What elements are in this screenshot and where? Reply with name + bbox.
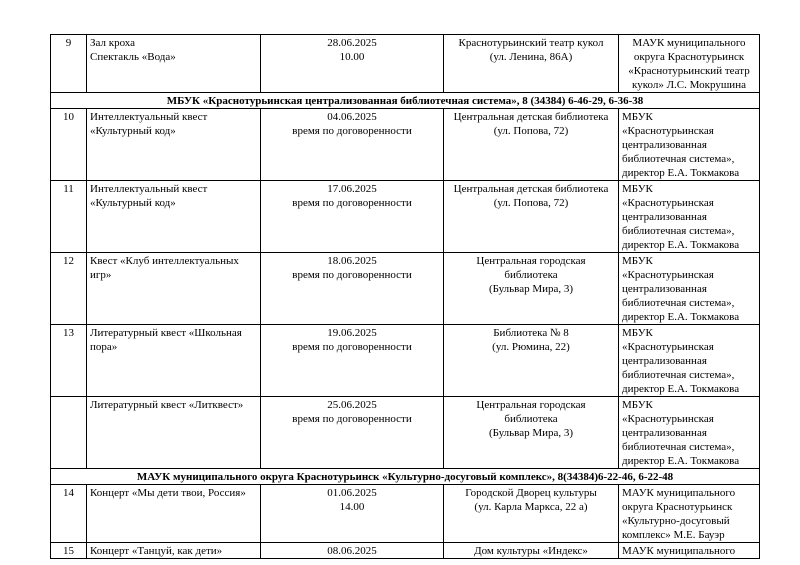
table-row <box>51 181 760 253</box>
event-name-cell <box>87 181 261 253</box>
event-name-line: Концерт «Мы дети твои, Россия» <box>90 487 246 499</box>
row-number <box>51 397 87 469</box>
event-organizer-line: централизованная <box>622 211 707 223</box>
event-place-line: Городской Дворец культуры <box>465 487 597 499</box>
event-organizer-cell <box>619 485 760 543</box>
event-organizer-line: «Краснотурьинская <box>622 341 714 353</box>
event-date-line: 04.06.2025 <box>327 111 377 123</box>
event-name-line: «Культурный код» <box>90 197 176 209</box>
event-date-line: время по договоренности <box>292 125 412 137</box>
event-place-cell <box>444 109 619 181</box>
table-row <box>51 485 760 543</box>
events-table <box>50 34 760 559</box>
event-date-cell <box>261 485 444 543</box>
event-organizer-cell <box>619 543 760 559</box>
event-date-line: время по договоренности <box>292 269 412 281</box>
row-number: 11 <box>51 181 87 253</box>
section-header-row <box>51 93 760 109</box>
event-organizer-line: «Краснотурьинская <box>622 197 714 209</box>
event-organizer-cell <box>619 35 760 93</box>
event-place-line: (ул. Карла Маркса, 22 а) <box>474 501 588 513</box>
event-date-line: 10.00 <box>339 51 365 63</box>
event-place-line: (ул. Попова, 72) <box>493 197 569 209</box>
event-date-cell <box>261 325 444 397</box>
event-place-cell <box>444 397 619 469</box>
section-header-row <box>51 469 760 485</box>
event-organizer-line: централизованная <box>622 427 707 439</box>
event-place-line: Краснотурьинский театр кукол <box>458 37 604 49</box>
event-name-line: Интеллектуальный квест <box>90 183 208 195</box>
event-date-cell <box>261 35 444 93</box>
event-organizer-line: комплекс» М.Е. Бауэр <box>622 529 725 541</box>
event-date-line: 25.06.2025 <box>327 399 377 411</box>
event-organizer-cell <box>619 181 760 253</box>
event-organizer-cell <box>619 397 760 469</box>
event-place-cell <box>444 485 619 543</box>
event-place-line: библиотека <box>504 269 558 281</box>
event-name-cell <box>87 485 261 543</box>
event-organizer-line: директор Е.А. Токмакова <box>622 455 740 467</box>
table-row <box>51 325 760 397</box>
event-name-cell <box>87 325 261 397</box>
event-organizer-line: библиотечная система», <box>622 369 735 381</box>
event-date-line: 08.06.2025 <box>327 545 377 557</box>
event-date-line: 18.06.2025 <box>327 255 377 267</box>
event-organizer-line: библиотечная система», <box>622 441 735 453</box>
event-name-cell <box>87 543 261 559</box>
event-name-line: Зал кроха <box>90 37 136 49</box>
event-date-cell <box>261 109 444 181</box>
event-place-line: Центральная детская библиотека <box>453 183 609 195</box>
event-date-line: 01.06.2025 <box>327 487 377 499</box>
event-organizer-line: МАУК муниципального <box>622 545 736 557</box>
row-number: 14 <box>51 485 87 543</box>
event-place-line: Центральная городская <box>476 255 586 267</box>
events-table-body <box>51 35 760 559</box>
event-organizer-cell <box>619 109 760 181</box>
event-place-line: (Бульвар Мира, 3) <box>488 427 574 439</box>
event-place-line: (ул. Попова, 72) <box>493 125 569 137</box>
event-organizer-line: «Краснотурьинская <box>622 269 714 281</box>
event-name-line: игр» <box>90 269 112 281</box>
event-place-line: Дом культуры «Индекс» <box>474 545 588 557</box>
event-organizer-line: округа Краснотурьинск <box>622 501 733 513</box>
event-organizer-line: «Краснотурьинская <box>622 125 714 137</box>
event-place-cell <box>444 181 619 253</box>
row-number: 10 <box>51 109 87 181</box>
table-row <box>51 109 760 181</box>
event-organizer-line: «Культурно-досуговый <box>622 515 730 527</box>
event-place-line: (Бульвар Мира, 3) <box>488 283 574 295</box>
event-date-line: 28.06.2025 <box>327 37 377 49</box>
event-place-cell <box>444 325 619 397</box>
event-organizer-line: директор Е.А. Токмакова <box>622 167 740 179</box>
event-place-cell <box>444 35 619 93</box>
event-date-line: время по договоренности <box>292 413 412 425</box>
event-organizer-line: МАУК муниципального <box>622 487 736 499</box>
event-date-cell <box>261 181 444 253</box>
event-name-cell <box>87 253 261 325</box>
event-place-line: (ул. Ленина, 86А) <box>489 51 573 63</box>
event-organizer-line: «Краснотурьинский театр <box>628 65 750 77</box>
event-organizer-line: библиотечная система», <box>622 297 735 309</box>
event-name-cell <box>87 109 261 181</box>
event-place-line: (ул. Рюмина, 22) <box>492 341 570 353</box>
event-organizer-line: округа Краснотурьинск <box>633 51 745 63</box>
event-date-cell <box>261 253 444 325</box>
event-organizer-line: МБУК <box>622 255 653 267</box>
event-organizer-line: централизованная <box>622 139 707 151</box>
event-place-line: Центральная городская <box>476 399 586 411</box>
row-number: 15 <box>51 543 87 559</box>
event-date-line: 14.00 <box>339 501 365 513</box>
event-date-line: 17.06.2025 <box>327 183 377 195</box>
event-name-line: «Культурный код» <box>90 125 176 137</box>
event-place-line: Центральная детская библиотека <box>453 111 609 123</box>
event-organizer-line: директор Е.А. Токмакова <box>622 383 740 395</box>
table-row <box>51 397 760 469</box>
row-number: 12 <box>51 253 87 325</box>
event-place-cell <box>444 543 619 559</box>
event-date-line: время по договоренности <box>292 341 412 353</box>
table-row <box>51 253 760 325</box>
event-date-line: 19.06.2025 <box>327 327 377 339</box>
event-date-line: время по договоренности <box>292 197 412 209</box>
event-organizer-line: МАУК муниципального <box>632 37 746 49</box>
event-name-line: Литературный квест «Литквест» <box>90 399 244 411</box>
event-organizer-cell <box>619 325 760 397</box>
event-organizer-line: МБУК <box>622 399 653 411</box>
table-row <box>51 543 760 559</box>
event-place-cell <box>444 253 619 325</box>
event-name-line: Спектакль «Вода» <box>90 51 176 63</box>
event-organizer-line: директор Е.А. Токмакова <box>622 239 740 251</box>
section-title: МАУК муниципального округа Краснотурьинск «Культурно-досуговый комплекс», 8(34384)6-22-46, 6-22-48 <box>51 469 760 485</box>
event-organizer-line: МБУК <box>622 327 653 339</box>
event-organizer-line: библиотечная система», <box>622 153 735 165</box>
event-name-line: Литературный квест «Школьная <box>90 327 242 339</box>
event-date-cell <box>261 543 444 559</box>
row-number: 13 <box>51 325 87 397</box>
event-place-line: Библиотека № 8 <box>493 327 569 339</box>
event-organizer-line: централизованная <box>622 283 707 295</box>
event-organizer-line: директор Е.А. Токмакова <box>622 311 740 323</box>
event-name-cell <box>87 397 261 469</box>
event-organizer-line: «Краснотурьинская <box>622 413 714 425</box>
event-organizer-line: МБУК <box>622 183 653 195</box>
section-title: МБУК «Краснотурьинская централизованная библиотечная система», 8 (34384) 6-46-29, 6-36-38 <box>51 93 760 109</box>
event-name-cell <box>87 35 261 93</box>
event-organizer-line: библиотечная система», <box>622 225 735 237</box>
row-number: 9 <box>51 35 87 93</box>
event-organizer-cell <box>619 253 760 325</box>
event-organizer-line: централизованная <box>622 355 707 367</box>
event-organizer-line: МБУК <box>622 111 653 123</box>
table-row <box>51 35 760 93</box>
event-name-line: пора» <box>90 341 118 353</box>
event-place-line: библиотека <box>504 413 558 425</box>
event-name-line: Концерт «Танцуй, как дети» <box>90 545 223 557</box>
event-name-line: Интеллектуальный квест <box>90 111 208 123</box>
event-organizer-line: кукол» Л.С. Мокрушина <box>632 79 746 91</box>
event-date-cell <box>261 397 444 469</box>
event-name-line: Квест «Клуб интеллектуальных <box>90 255 239 267</box>
